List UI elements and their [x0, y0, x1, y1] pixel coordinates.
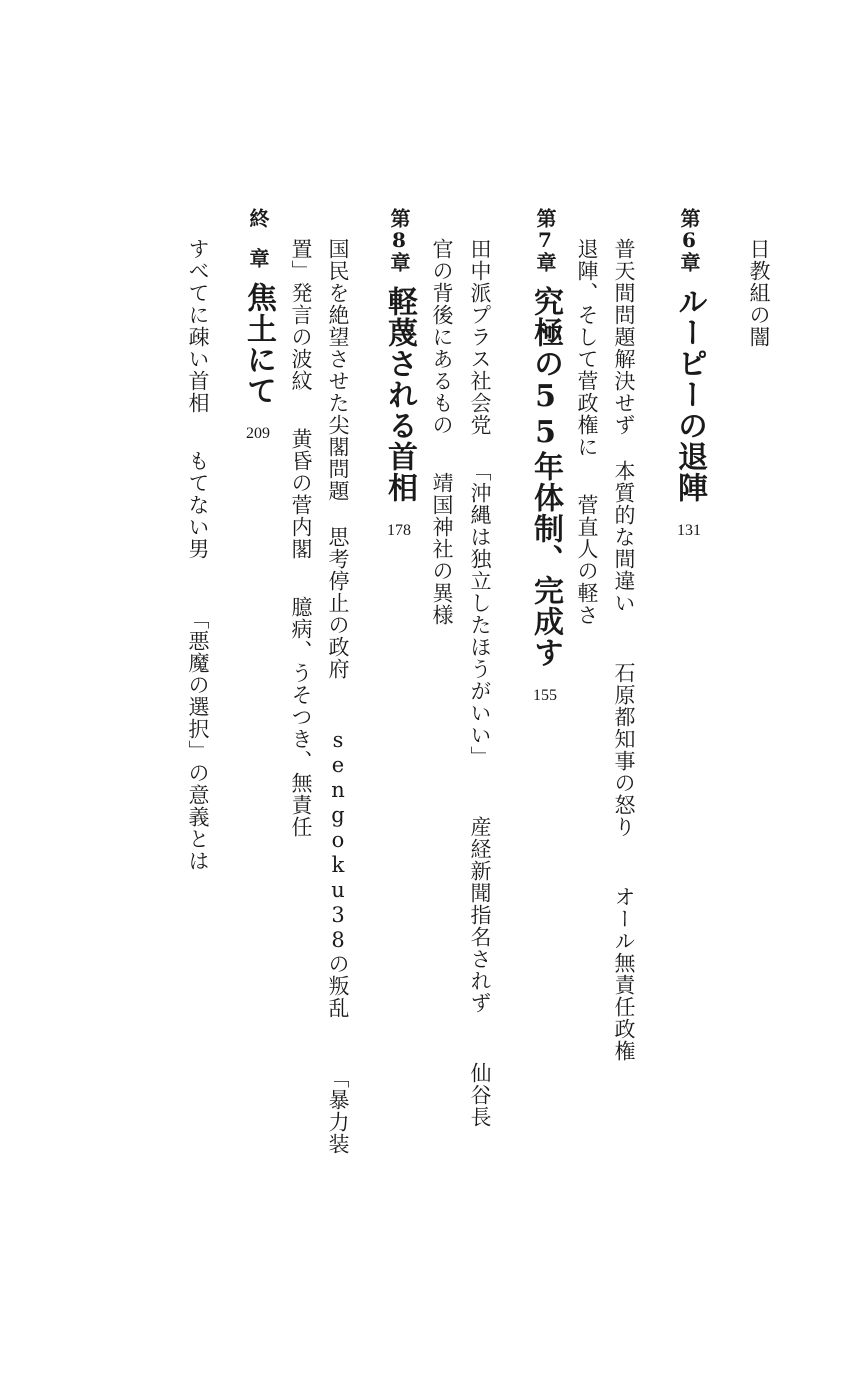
chapter-number: 第7章	[533, 208, 557, 272]
toc-line	[613, 238, 634, 1062]
toc-entry: オール無責任政権	[612, 886, 636, 1062]
page-number: 209	[246, 425, 270, 442]
chapter-heading	[672, 208, 707, 539]
chapter-title: 焦土にて	[241, 282, 276, 406]
toc-entry: 普天間問題解決せず	[612, 238, 636, 436]
toc-entry: 石原都知事の怒り	[612, 662, 636, 838]
toc-entry: 黄昏の菅内閣	[289, 428, 313, 560]
chapter-number: 第6章	[677, 208, 701, 272]
toc-line	[576, 238, 597, 626]
toc-entry: もてない男	[186, 450, 210, 560]
toc-entry: 思考停止の政府	[326, 526, 350, 680]
toc-entry: 「沖縄は独立したほうがいい」	[468, 460, 492, 768]
chapter-heading	[528, 208, 563, 704]
toc-entry: sengoku38の叛乱	[326, 728, 350, 1019]
chapter-heading	[241, 208, 276, 442]
page-number: 155	[533, 687, 557, 704]
toc-entry: 退陣、そして菅政権に	[575, 238, 599, 458]
toc-entry: 「悪魔の選択」の意義とは	[186, 608, 210, 872]
page-number: 178	[387, 522, 411, 539]
toc-line	[290, 238, 311, 838]
toc-entry: 靖国神社の異様	[430, 472, 454, 626]
chapter-heading	[382, 208, 417, 539]
chapter-title: 軽蔑される首相	[382, 286, 417, 503]
toc-entry: 置」発言の波紋	[289, 238, 313, 392]
toc-entry: 日教組の闇	[747, 238, 771, 348]
chapter-title: ルーピーの退陣	[672, 286, 707, 503]
toc-entry: 官の背後にあるもの	[430, 238, 454, 436]
toc-entry: 臆病、うそつき、無責任	[289, 596, 313, 838]
toc-entry: 菅直人の軽さ	[575, 494, 599, 626]
toc-entry: 「暴力装	[326, 1067, 350, 1155]
toc-entry: すべてに疎い首相	[186, 238, 210, 414]
toc-entry: 国民を絶望させた尖閣問題	[326, 238, 350, 502]
toc-line	[327, 238, 348, 1155]
toc-entry: 本質的な間違い	[612, 460, 636, 614]
toc-entry: 田中派プラス社会党	[468, 238, 492, 436]
toc-line	[187, 238, 208, 872]
page-number: 131	[677, 522, 701, 539]
toc-line	[431, 238, 452, 626]
chapter-number: 第8章	[387, 208, 411, 272]
toc-entry: 仙谷長	[468, 1062, 492, 1128]
toc-line	[748, 238, 769, 348]
toc-entry: 産経新聞指名されず	[468, 816, 492, 1014]
chapter-number: 終 章	[246, 208, 270, 268]
chapter-title: 究極の55年体制、完成す	[528, 286, 563, 668]
toc-line	[469, 238, 490, 1128]
